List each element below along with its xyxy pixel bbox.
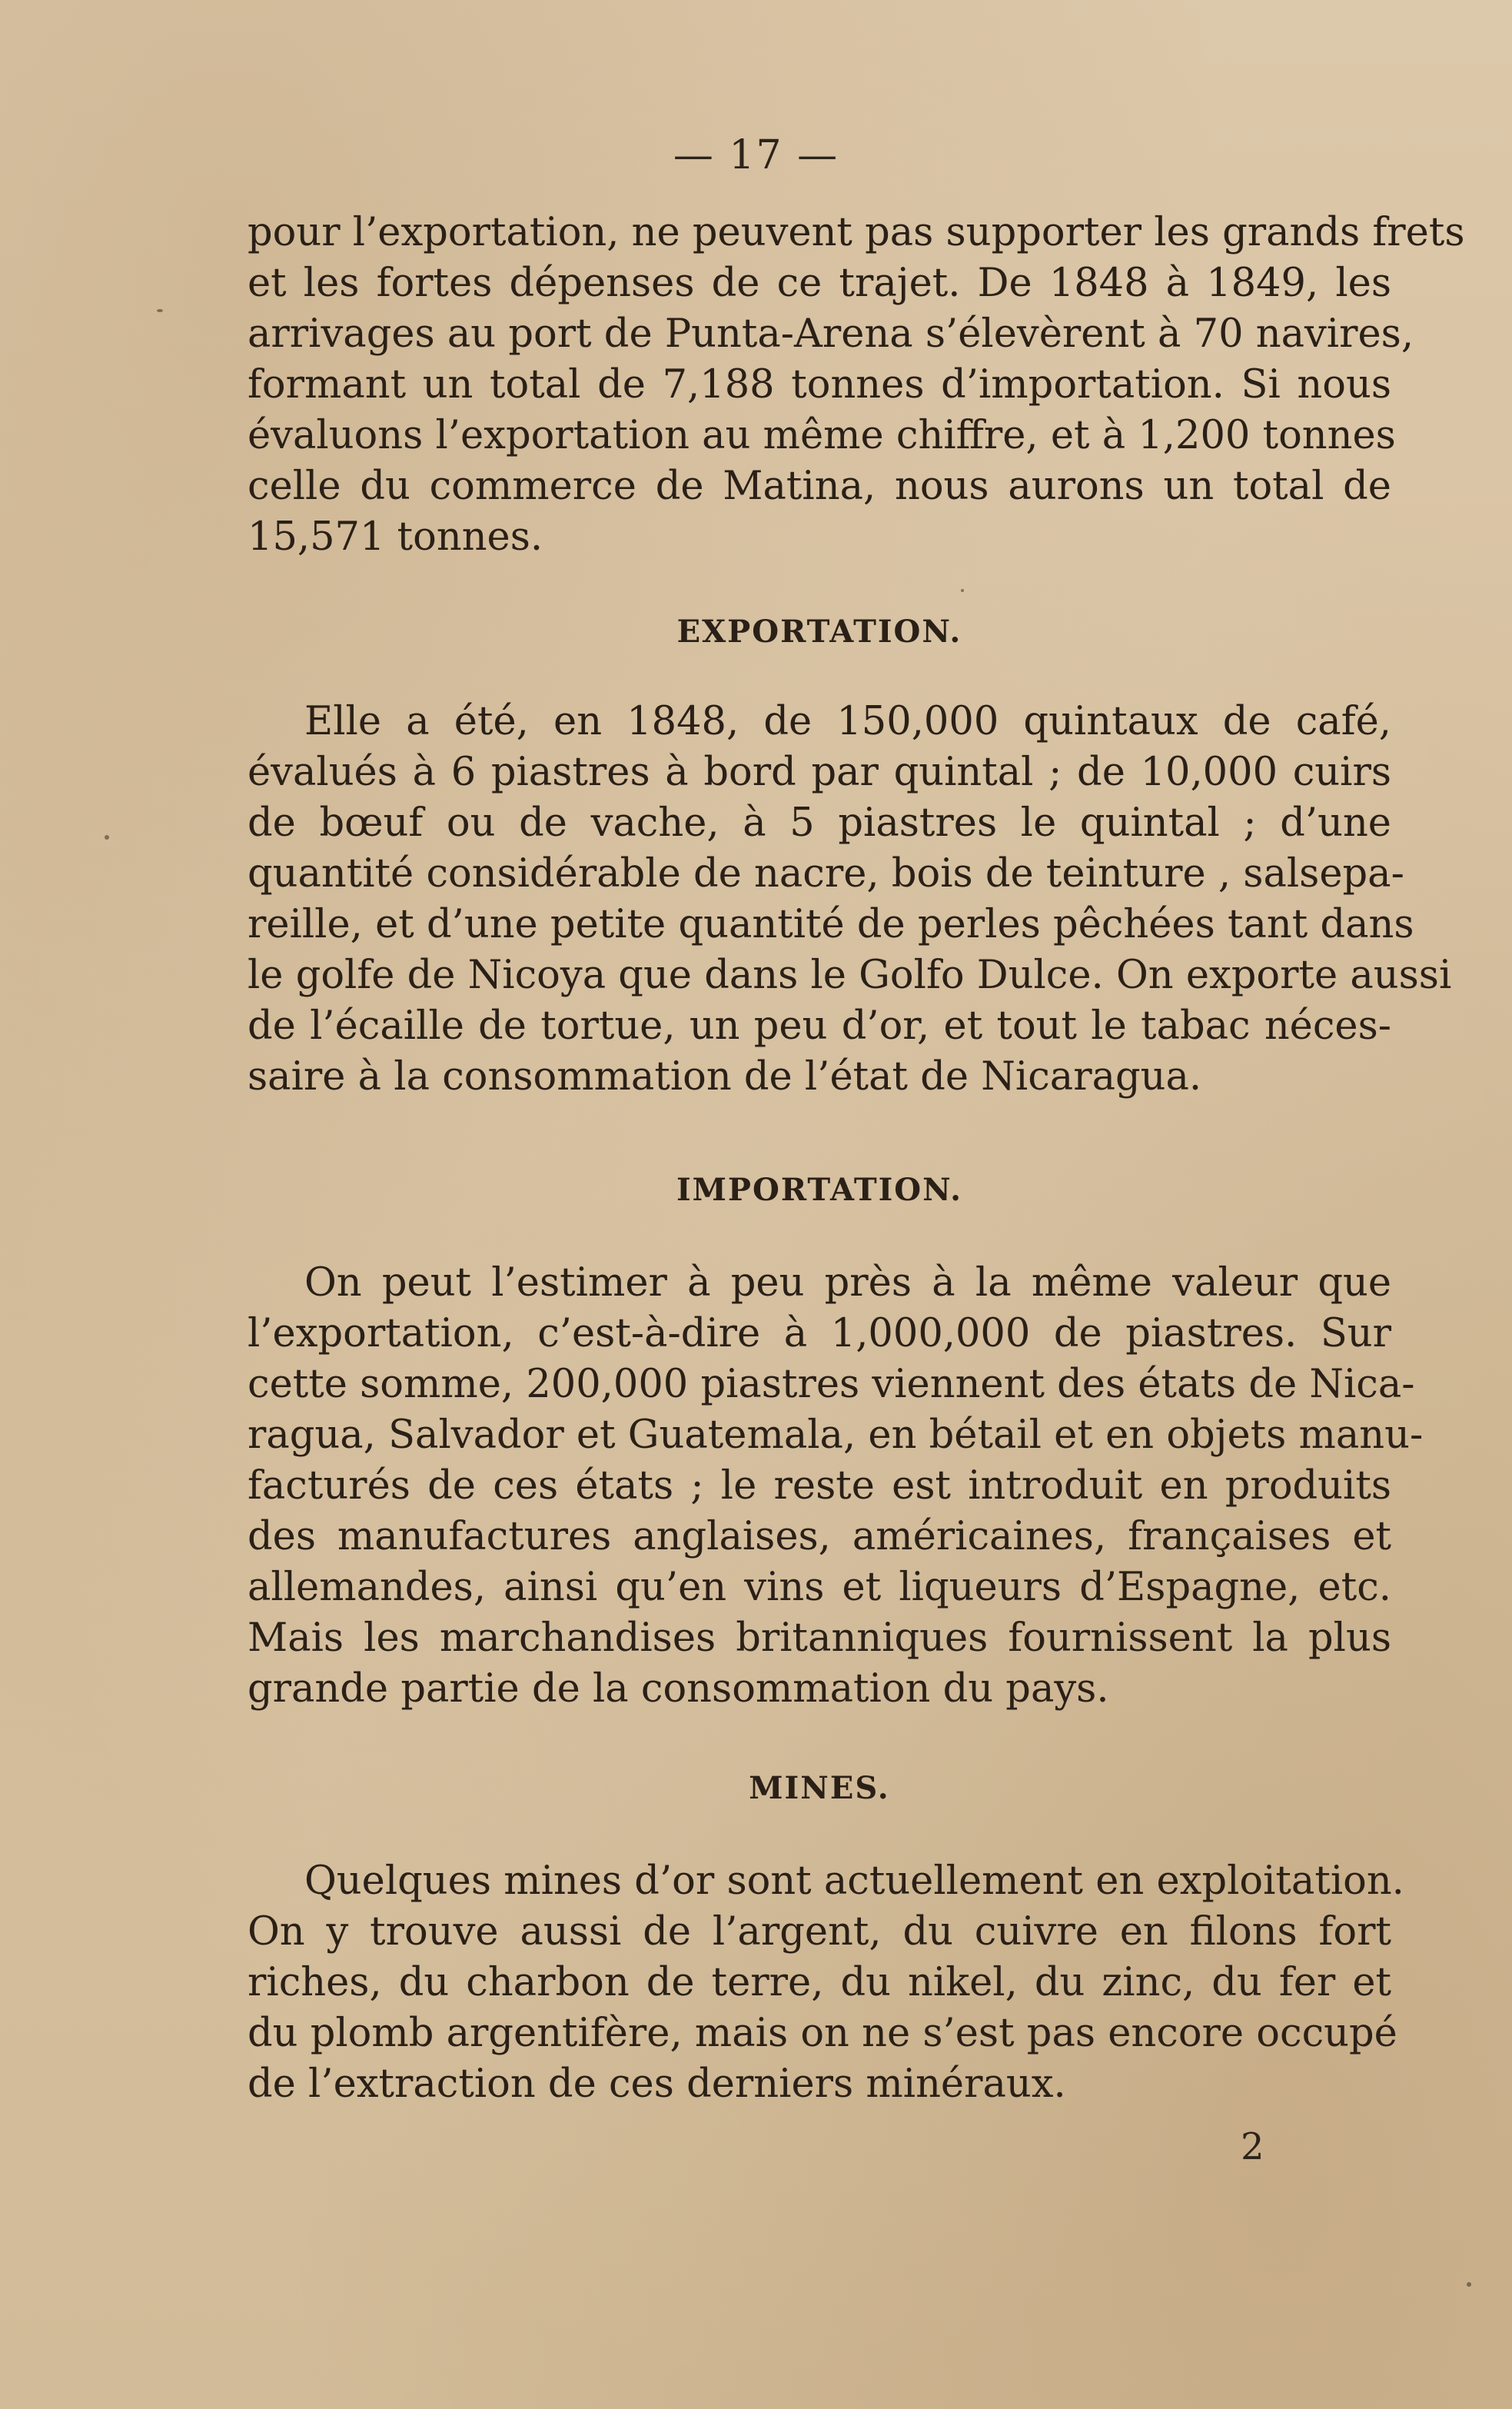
text-line: l’exportation, c’est-à-dire à 1,000,000 de piastres. Sur (248, 1311, 1391, 1356)
text-line: évaluons l’exportation au même chiffre, et à 1,200 tonnes (248, 413, 1396, 458)
text-line: de l’écaille de tortue, un peu d’or, et tout le tabac néces- (248, 1003, 1391, 1049)
text-line: arrivages au port de Punta-Arena s’élevèrent à 70 navires, (248, 311, 1414, 357)
page-number: — 17 — (673, 132, 839, 178)
text-line: saire à la consommation de l’état de Nicaragua. (248, 1054, 1202, 1100)
text-line: cette somme, 200,000 piastres viennent des états de Nica- (248, 1362, 1415, 1407)
text-line: Elle a été, en 1848, de 150,000 quintaux de café, (304, 699, 1391, 744)
text-line: 15,571 tonnes. (248, 514, 543, 560)
section-heading-exportation: EXPORTATION. (676, 614, 962, 650)
text-line: de bœuf ou de vache, à 5 piastres le quintal ; d’une (248, 800, 1391, 846)
text-line: Mais les marchandises britanniques fournissent la plus (248, 1615, 1391, 1661)
text-line: évalués à 6 piastres à bord par quintal ; de 10,000 cuirs (248, 750, 1391, 795)
text-line: du plomb argentifère, mais on ne s’est pas encore occupé (248, 2011, 1397, 2056)
paper-speck (1467, 2282, 1471, 2287)
text-line: formant un total de 7,188 tonnes d’importation. Si nous (248, 362, 1391, 408)
text-line: celle du commerce de Matina, nous aurons un total de (248, 464, 1391, 509)
intro-paragraph (248, 208, 1465, 563)
text-line: On peut l’estimer à peu près à la même valeur que (304, 1260, 1391, 1306)
text-line: pour l’exportation, ne peuvent pas supporter les grands frets (248, 210, 1465, 255)
text-line: On y trouve aussi de l’argent, du cuivre en filons fort (248, 1909, 1391, 1955)
importation-paragraph (248, 1258, 1424, 1715)
text-line: facturés de ces états ; le reste est introduit en produits (248, 1463, 1391, 1509)
text-line: allemandes, ainsi qu’en vins et liqueurs d’Espagne, etc. (248, 1565, 1391, 1610)
text-line: Quelques mines d’or sont actuellement en exploitation. (304, 1858, 1404, 1904)
text-line: reille, et d’une petite quantité de perles pêchées tant dans (248, 902, 1414, 947)
paper-speck (961, 589, 964, 592)
section-heading-importation: IMPORTATION. (676, 1172, 963, 1208)
paper-speck (157, 309, 163, 312)
text-line: le golfe de Nicoya que dans le Golfo Dulce. On exporte aussi (248, 953, 1452, 998)
text-line: de l’extraction de ces derniers minéraux. (248, 2061, 1066, 2107)
mines-paragraph (248, 1856, 1404, 2110)
text-line: ragua, Salvador et Guatemala, en bétail et en objets manu- (248, 1412, 1424, 1458)
exportation-paragraph (248, 697, 1452, 1103)
text-line: quantité considérable de nacre, bois de teinture , salsepa- (248, 851, 1404, 897)
section-heading-mines: MINES. (749, 1770, 890, 1806)
signature-mark: 2 (1241, 2125, 1264, 2168)
text-line: et les fortes dépenses de ce trajet. De 1848 à 1849, les (248, 261, 1391, 306)
paper-speck (105, 835, 109, 840)
text-line: riches, du charbon de terre, du nikel, du zinc, du fer et (248, 1960, 1391, 2005)
text-line: des manufactures anglaises, américaines, françaises et (248, 1514, 1391, 1559)
text-line: grande partie de la consommation du pays. (248, 1666, 1109, 1712)
